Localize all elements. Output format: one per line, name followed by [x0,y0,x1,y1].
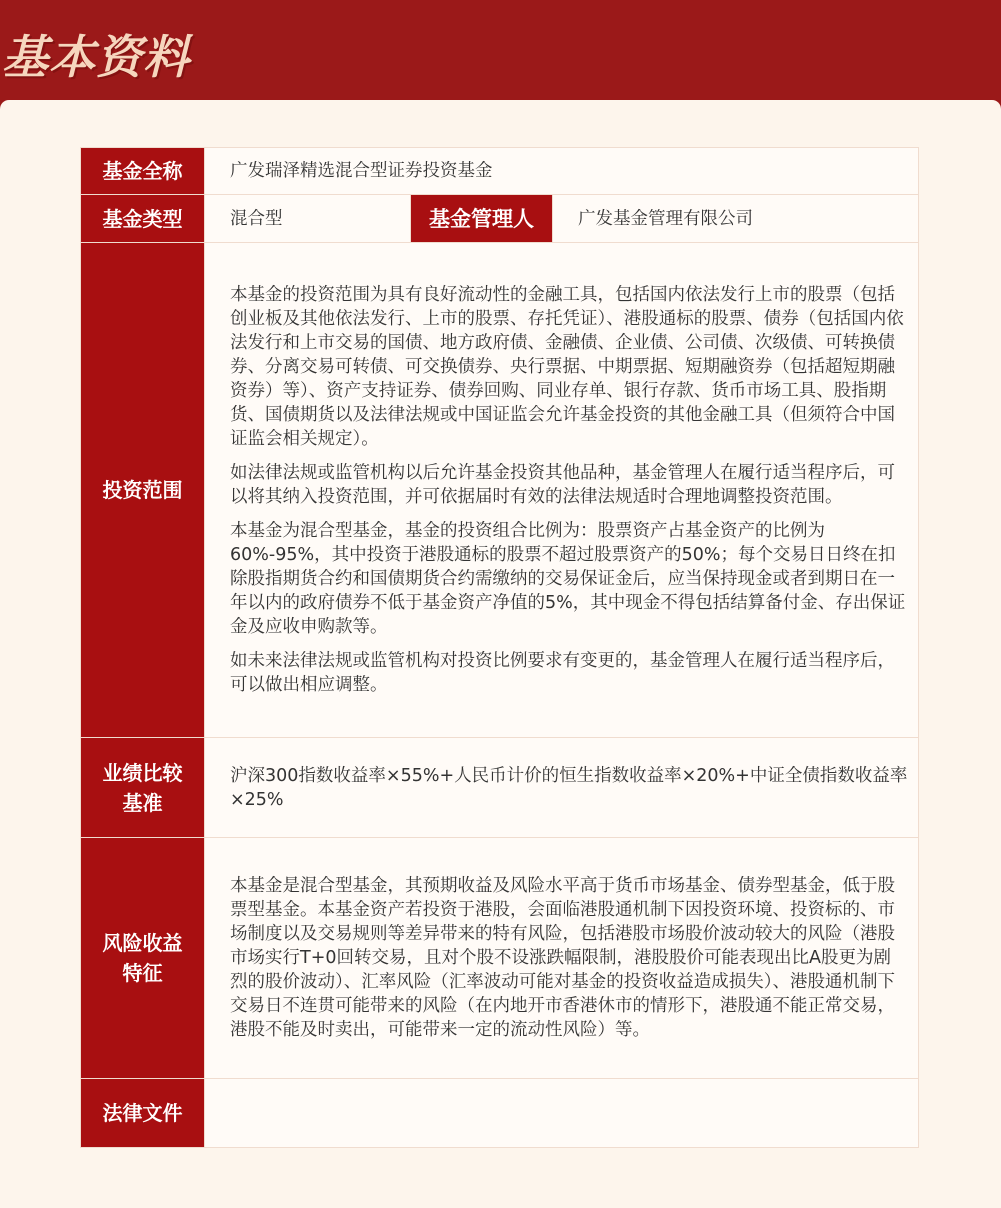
benchmark-label [81,738,205,838]
scope-paragraph: 如未来法律法规或监管机构对投资比例要求有变更的，基金管理人在履行适当程序后，可以做出相应调整。 [230,651,895,695]
benchmark-label-line2: 基准 [122,790,163,815]
fund-type-label: 基金类型 [81,195,205,243]
row-legal-documents [81,1079,919,1148]
risk-return-value: 本基金是混合型基金，其预期收益及风险水平高于货币市场基金、债券型基金，低于股票型基金。本基金资产若投资于港股，会面临港股通机制下因投资环境、投资标的、市场制度以及交易规则等差异带来的特有风险，包括港股市场股价波动较大的风险（港股市场实行T+0回转交易，且对个股不设涨跌幅限制，港股股价可能表现出比A股更为剧烈的股价波动）、汇率风险（汇率波动可能对基金的投资收益造成损失）、港股通机制下交易日不连贯可能带来的风险（在内地开市香港休市的情形下，港股通不能正常交易，港股不能及时卖出，可能带来一定的流动性风险）等。 [205,838,919,1079]
legal-documents-label: 法律文件 [81,1079,205,1148]
legal-documents-value[interactable] [205,1079,919,1148]
risk-return-label [81,838,205,1079]
benchmark-label-line1: 业绩比较 [102,760,183,785]
benchmark-value: 沪深300指数收益率×55%+人民币计价的恒生指数收益率×20%+中证全债指数收益率×25% [205,738,919,838]
page-title: 基本资料 [2,30,190,84]
risk-label-line2: 特征 [122,961,163,985]
full-name-label: 基金全称 [81,148,205,195]
row-benchmark [81,738,919,838]
row-full-name [81,148,919,195]
investment-scope-label: 投资范围 [81,243,205,738]
fund-info-table [80,147,919,1148]
full-name-value: 广发瑞泽精选混合型证券投资基金 [205,148,919,195]
scope-paragraph: 本基金的投资范围为具有良好流动性的金融工具，包括国内依法发行上市的股票（包括创业板及其他依法发行、上市的股票、存托凭证）、港股通标的股票、债券（包括国内依法发行和上市交易的国债、地方政府债、金融债、企业债、公司债、次级债、可转换债券、分离交易可转债、可交换债券、央行票据、中期票据、短期融资券（包括超短期融资券）等）、资产支持证券、债券回购、同业存单、银行存款、货币市场工具、股指期货、国债期货以及法律法规或中国证监会允许基金投资的其他金融工具（但须符合中国证监会相关规定）。 [230,285,904,449]
scope-paragraph: 本基金为混合型基金，基金的投资组合比例为：股票资产占基金资产的比例为60%-95%，其中投资于港股通标的股票不超过股票资产的50%；每个交易日日终在扣除股指期货合约和国债期货合约需缴纳的交易保证金后，应当保持现金或者到期日在一年以内的政府债券不低于基金资产净值的5%，其中现金不得包括结算备付金、存出保证金及应收申购款等。 [230,521,906,637]
fund-manager-value: 广发基金管理有限公司 [553,195,919,243]
fund-type-value: 混合型 [205,195,411,243]
fund-manager-label: 基金管理人 [411,195,553,243]
row-type-manager [81,195,919,243]
investment-scope-value [205,243,919,738]
row-investment-scope [81,243,919,738]
risk-label-line1: 风险收益 [102,931,183,955]
scope-paragraph: 如法律法规或监管机构以后允许基金投资其他品种，基金管理人在履行适当程序后，可以将其纳入投资范围，并可依据届时有效的法律法规适时合理地调整投资范围。 [230,463,895,507]
row-risk-return [81,838,919,1079]
